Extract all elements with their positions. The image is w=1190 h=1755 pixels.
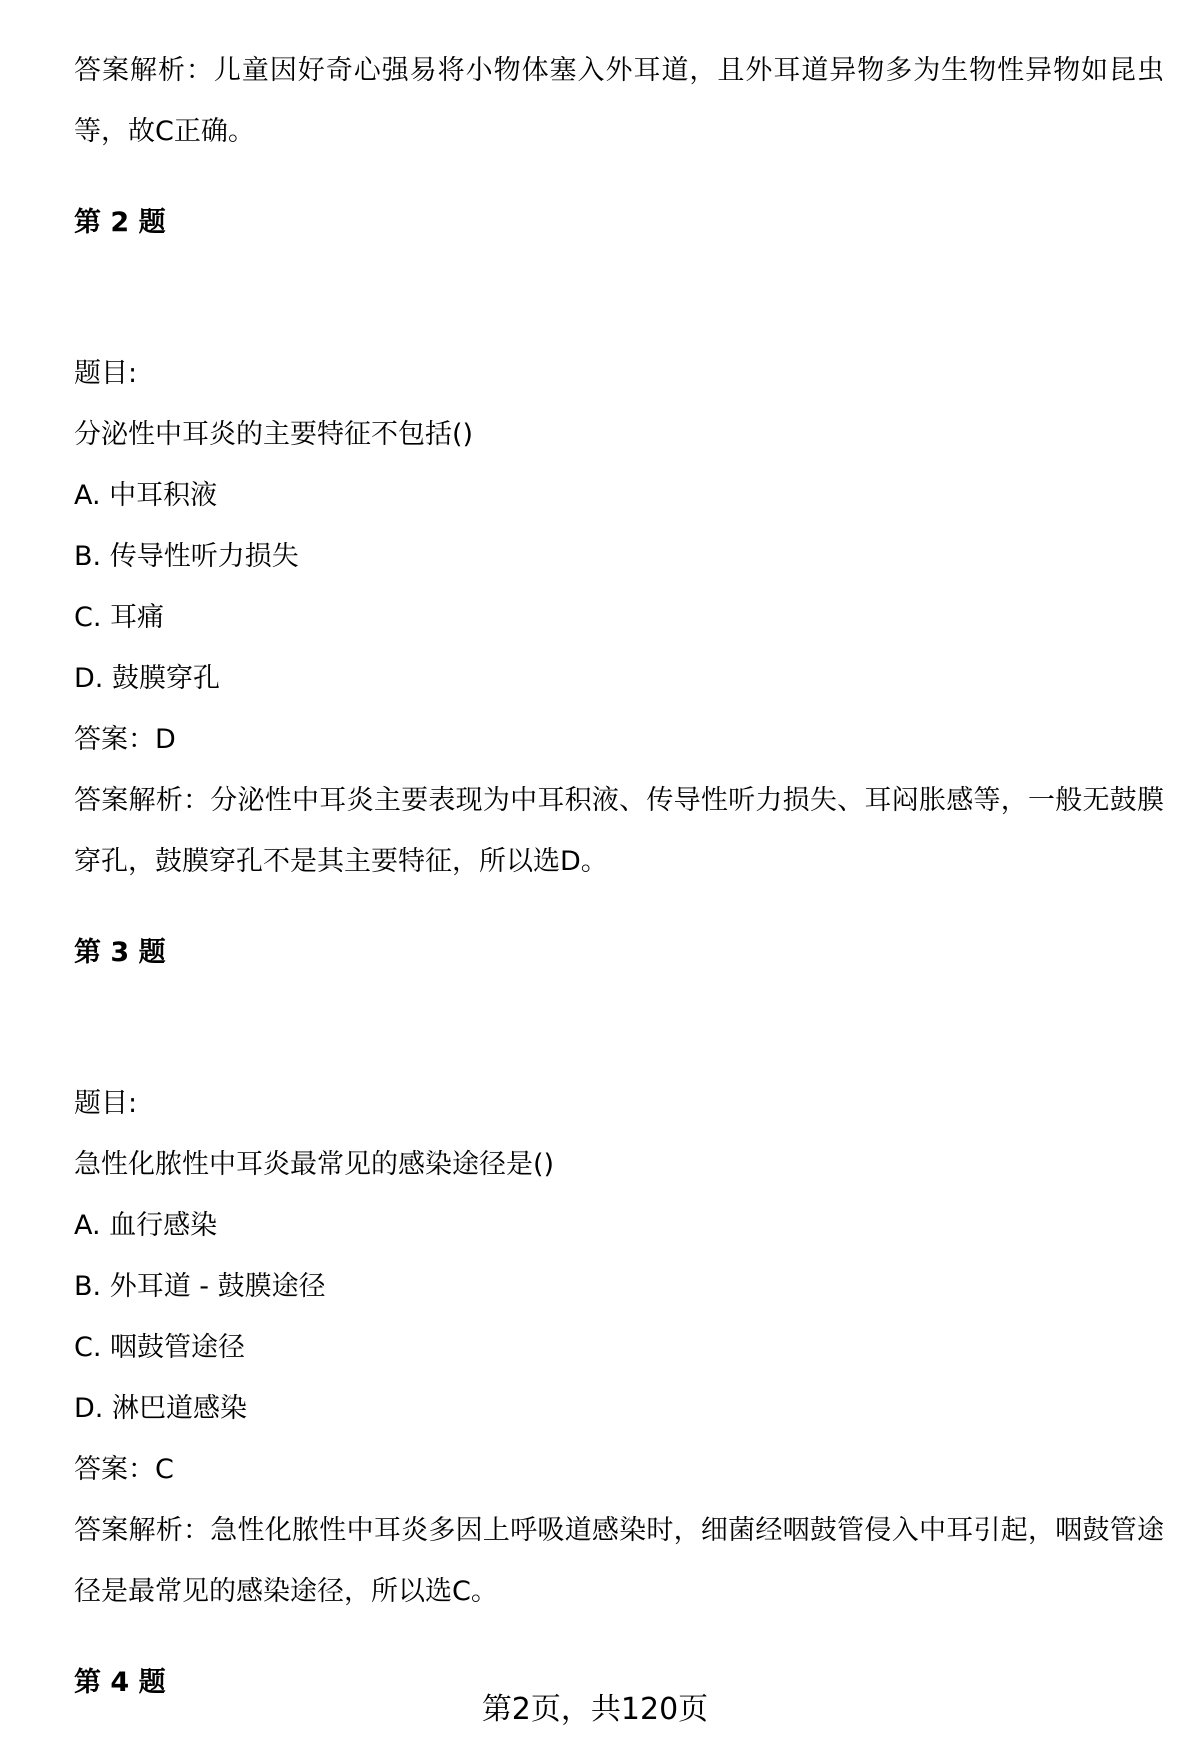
q3-explanation: 答案解析：急性化脓性中耳炎多因上呼吸道感染时，细菌经咽鼓管侵入中耳引起，咽鼓管途径是最常见的感染途径，所以选C。: [74, 1515, 1164, 1607]
q3-answer: 答案：C: [74, 1454, 174, 1485]
q3-label: 题目:: [74, 1088, 138, 1119]
q1-explanation: 答案解析：儿童因好奇心强易将小物体塞入外耳道，且外耳道异物多为生物性异物如昆虫等，故C正确。: [74, 55, 1164, 147]
q2-option-a: A. 中耳积液: [74, 480, 218, 511]
q2-heading: 第 2 题: [74, 207, 166, 238]
q2-explanation: 答案解析：分泌性中耳炎主要表现为中耳积液、传导性听力损失、耳闷胀感等，一般无鼓膜穿孔，鼓膜穿孔不是其主要特征，所以选D。: [74, 785, 1164, 877]
q2-answer: 答案：D: [74, 724, 176, 755]
q4-heading: 第 4 题: [74, 1667, 166, 1698]
q2-question: 分泌性中耳炎的主要特征不包括(): [74, 419, 474, 450]
q3-option-d: D. 淋巴道感染: [74, 1393, 247, 1424]
q3-heading: 第 3 题: [74, 937, 166, 968]
q2-option-c: C. 耳痛: [74, 602, 165, 633]
q2-option-b: B. 传导性听力损失: [74, 541, 299, 572]
page-indicator: 第2页，共120页: [481, 1692, 709, 1727]
q3-question: 急性化脓性中耳炎最常见的感染途径是(): [74, 1149, 555, 1180]
q3-option-a: A. 血行感染: [74, 1210, 218, 1241]
q2-label: 题目:: [74, 358, 138, 389]
q3-option-b: B. 外耳道 - 鼓膜途径: [74, 1271, 326, 1302]
q2-option-d: D. 鼓膜穿孔: [74, 663, 220, 694]
document-page: [74, 40, 1164, 1713]
q3-option-c: C. 咽鼓管途径: [74, 1332, 246, 1363]
